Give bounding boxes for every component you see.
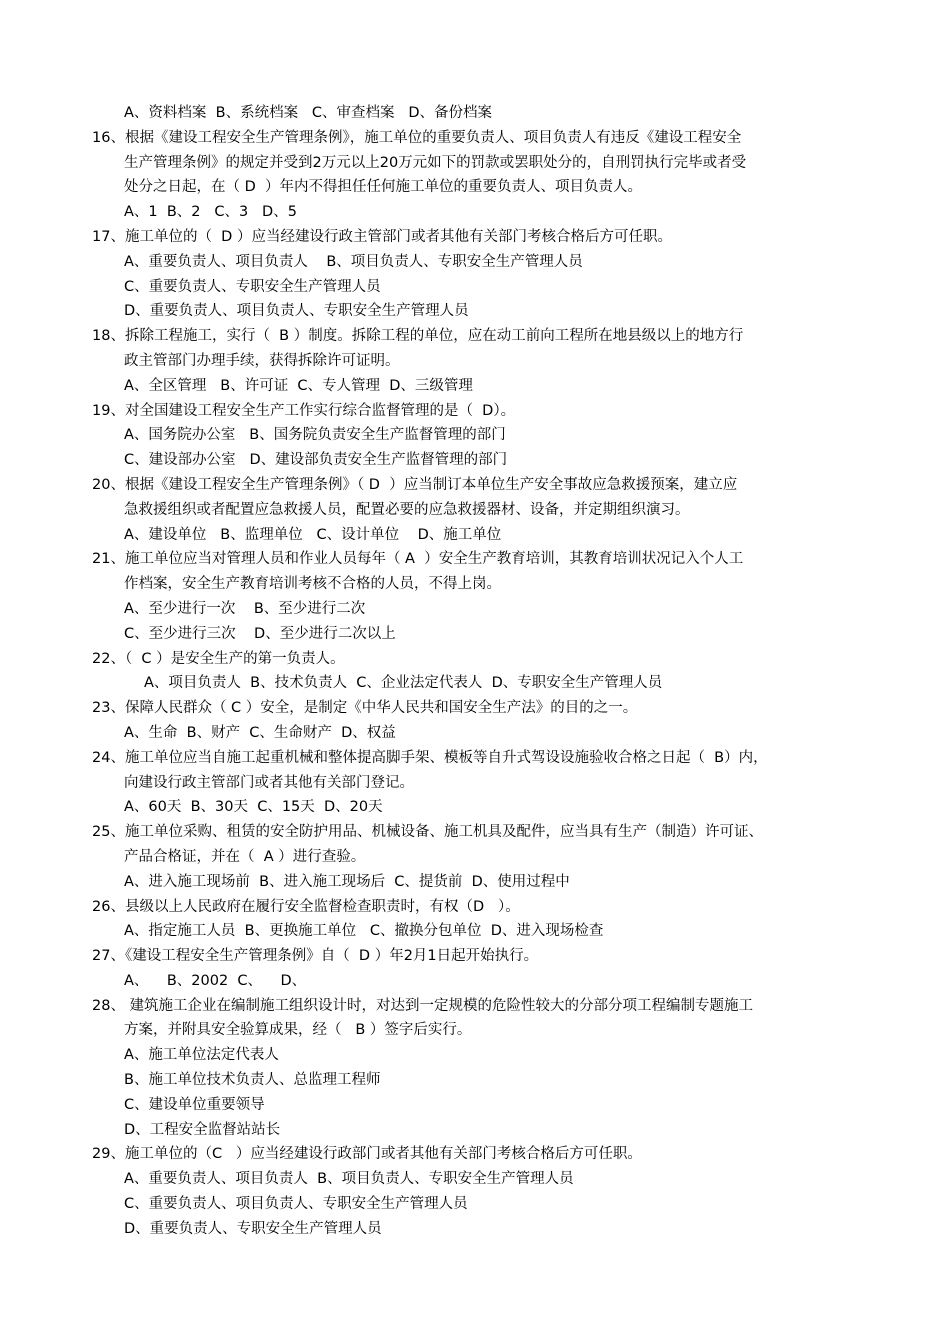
answer-options: A、建设单位 B、监理单位 C、设计单位 D、施工单位 [124,526,502,543]
answer-options: A、施工单位法定代表人 [124,1047,279,1064]
answer-options: A、至少进行一次 B、至少进行二次 [124,600,366,617]
question-line: 22、（ C ）是安全生产的第一负责人。 [92,650,345,667]
question-continuation: 政主管部门办理手续，获得拆除许可证明。 [124,352,400,369]
answer-options: C、重要负责人、专职安全生产管理人员 [124,278,381,295]
question-line: 25、施工单位采购、租赁的安全防护用品、机械设备、施工机具及配件，应当具有生产（制造）许可证、 [92,824,763,841]
answer-options: A、项目负责人 B、技术负责人 C、企业法定代表人 D、专职安全生产管理人员 [144,675,663,692]
question-continuation: 产品合格证，并在（ A ）进行查验。 [124,848,366,865]
question-line: 24、施工单位应当自施工起重机械和整体提高脚手架、模板等自升式驾设设施验收合格之日起（ B）内， [92,749,768,766]
question-continuation: 方案，并附具安全验算成果，经（ B ）签字后实行。 [124,1022,472,1039]
answer-options: A、全区管理 B、许可证 C、专人管理 D、三级管理 [124,377,473,394]
answer-options: D、重要负责人、专职安全生产管理人员 [124,1220,382,1237]
question-line: 17、施工单位的（ D ）应当经建设行政主管部门或者其他有关部门考核合格后方可任职。 [92,228,672,245]
answer-options: A、国务院办公室 B、国务院负责安全生产监督管理的部门 [124,427,506,444]
answer-options: C、建设部办公室 D、建设部负责安全生产监督管理的部门 [124,452,508,469]
question-line: 28、 建筑施工企业在编制施工组织设计时，对达到一定规模的危险性较大的分部分项工程编制专题施工 [92,997,754,1014]
question-line: 29、施工单位的（C ）应当经建设行政部门或者其他有关部门考核合格后方可任职。 [92,1146,642,1163]
question-line: 27、《建设工程安全生产管理条例》自（ D ）年2月1日起开始执行。 [92,948,539,965]
question-line: 26、县级以上人民政府在履行安全监督检查职责时，有权（D ）。 [92,898,520,915]
question-continuation: 作档案，安全生产教育培训考核不合格的人员，不得上岗。 [124,576,501,593]
answer-options: A、重要负责人、项目负责人 B、项目负责人、专职安全生产管理人员 [124,253,583,270]
question-line: 19、对全国建设工程安全生产工作实行综合监督管理的是（ D）。 [92,402,516,419]
answer-options: A、资料档案 B、系统档案 C、审查档案 D、备份档案 [124,105,493,121]
answer-options: A、指定施工人员 B、更换施工单位 C、撤换分包单位 D、进入现场检查 [124,923,604,940]
answer-options: A、生命 B、财产 C、生命财产 D、权益 [124,724,396,741]
answer-options: C、重要负责人、项目负责人、专职安全生产管理人员 [124,1196,468,1213]
answer-options: D、工程安全监督站站长 [124,1121,281,1138]
question-line: 16、根据《建设工程安全生产管理条例》，施工单位的重要负责人、项目负责人有违反《建设工程安全 [92,129,742,146]
answer-options: A、进入施工现场前 B、进入施工现场后 C、提货前 D、使用过程中 [124,873,570,890]
answer-options: A、1 B、2 C、3 D、5 [124,204,297,221]
question-line: 21、施工单位应当对管理人员和作业人员每年（ A ）安全生产教育培训，其教育培训状况记入个人工 [92,551,744,568]
question-continuation: 生产管理条例》的规定并受到2万元以上20万元如下的罚款或罢职处分的，自刑罚执行完毕或者受 [124,154,747,171]
question-continuation: 急救援组织或者配置应急救援人员，配置必要的应急救援器材、设备，并定期组织演习。 [124,501,690,518]
answer-options: A、60天 B、30天 C、15天 D、20天 [124,799,383,816]
question-continuation: 处分之日起，在（ D ）年内不得担任任何施工单位的重要负责人、项目负责人。 [124,179,642,196]
question-list [92,101,882,1242]
answer-options: A、 B、2002 C、 D、 [124,972,307,989]
question-line: 18、拆除工程施工，实行（ B ）制度。拆除工程的单位，应在动工前向工程所在地县级以上的地方行 [92,328,744,345]
question-line: 23、保障人民群众（ C ）安全，是制定《中华人民共和国安全生产法》的目的之一。 [92,700,638,717]
question-line: 20、根据《建设工程安全生产管理条例》（ D ）应当制订本单位生产安全事故应急救援预案，建立应 [92,476,738,493]
answer-options: C、至少进行三次 D、至少进行二次以上 [124,625,396,642]
answer-options: D、重要负责人、项目负责人、专职安全生产管理人员 [124,303,469,320]
answer-options: B、施工单位技术负责人、总监理工程师 [124,1072,381,1089]
answer-options: A、重要负责人、项目负责人 B、项目负责人、专职安全生产管理人员 [124,1171,574,1188]
question-continuation: 向建设行政主管部门或者其他有关部门登记。 [124,774,414,791]
answer-options: C、建设单位重要领导 [124,1096,265,1113]
